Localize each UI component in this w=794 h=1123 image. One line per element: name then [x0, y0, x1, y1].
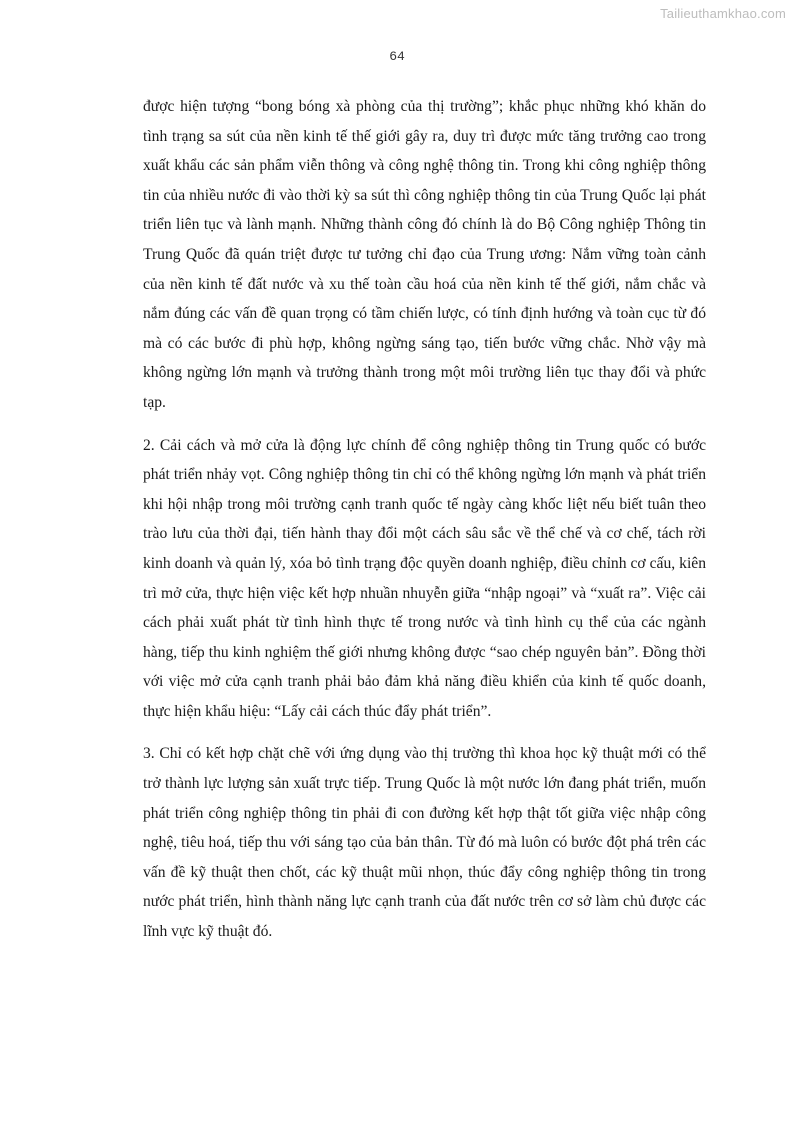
watermark: Tailieuthamkhao.com [660, 6, 786, 21]
paragraph-3: 3. Chỉ có kết hợp chặt chẽ với ứng dụng vào thị trường thì khoa học kỹ thuật mới có thể trở thành lực lượng sản xuất trực tiếp. Trung Quốc là một nước lớn đang phát triển, muốn phát triển công nghiệp thông tin phải đi con đường kết hợp thật tốt giữa việc nhập công nghệ, tiêu hoá, tiếp thu với sáng tạo của bản thân. Từ đó mà luôn có bước đột phá trên các vấn đề kỹ thuật then chốt, các kỹ thuật mũi nhọn, thúc đẩy công nghiệp thông tin trong nước phát triển, hình thành năng lực cạnh tranh của đất nước trên cơ sở làm chủ được các lĩnh vực kỹ thuật đó. [143, 745, 706, 941]
page-number: 64 [389, 49, 405, 64]
paragraph-1: được hiện tượng “bong bóng xà phòng của thị trường”; khắc phục những khó khăn do tình trạng sa sút của nền kinh tế thế giới gây ra, duy trì được mức tăng trưởng cao trong xuất khẩu các sản phẩm viễn thông và công nghệ thông tin. Trong khi công nghiệp thông tin của nhiều nước đi vào thời kỳ sa sút thì công nghiệp thông tin của Trung Quốc lại phát triển liên tục và lành mạnh. Những thành công đó chính là do Bộ Công nghiệp Thông tin Trung Quốc đã quán triệt được tư tưởng chỉ đạo của Trung ương: Nắm vững toàn cảnh của nền kinh tế đất nước và xu thế toàn cầu hoá của nền kinh tế thế giới, nắm chắc và nắm đúng các vấn đề quan trọng có tầm chiến lược, có tính định hướng và toàn cục từ đó mà có các bước đi phù hợp, không ngừng sáng tạo, tiến bước vững chắc. Nhờ vậy mà không ngừng lớn mạnh và trưởng thành trong một môi trường liên tục thay đổi và phức tạp. [143, 98, 706, 411]
document-body [143, 92, 706, 960]
paragraph-2: 2. Cải cách và mở cửa là động lực chính để công nghiệp thông tin Trung quốc có bước phát triển nhảy vọt. Công nghiệp thông tin chỉ có thể không ngừng lớn mạnh và phát triển khi hội nhập trong môi trường cạnh tranh quốc tế ngày càng khốc liệt nếu biết tuân theo trào lưu của thời đại, tiến hành thay đổi một cách sâu sắc về thể chế và cơ chế, tách rời kinh doanh và quản lý, xóa bỏ tình trạng độc quyền doanh nghiệp, điều chỉnh cơ cấu, kiên trì mở cửa, thực hiện việc kết hợp nhuần nhuyễn giữa “nhập ngoại” và “xuất ra”. Việc cải cách phải xuất phát từ tình hình thực tế trong nước và tình hình cụ thể của các ngành hàng, tiếp thu kinh nghiệm thế giới nhưng không được “sao chép nguyên bản”. Đồng thời với việc mở cửa cạnh tranh phải bảo đảm khả năng điều khiển của kinh tế quốc doanh, thực hiện khẩu hiệu: “Lấy cải cách thúc đẩy phát triển”. [143, 436, 706, 720]
